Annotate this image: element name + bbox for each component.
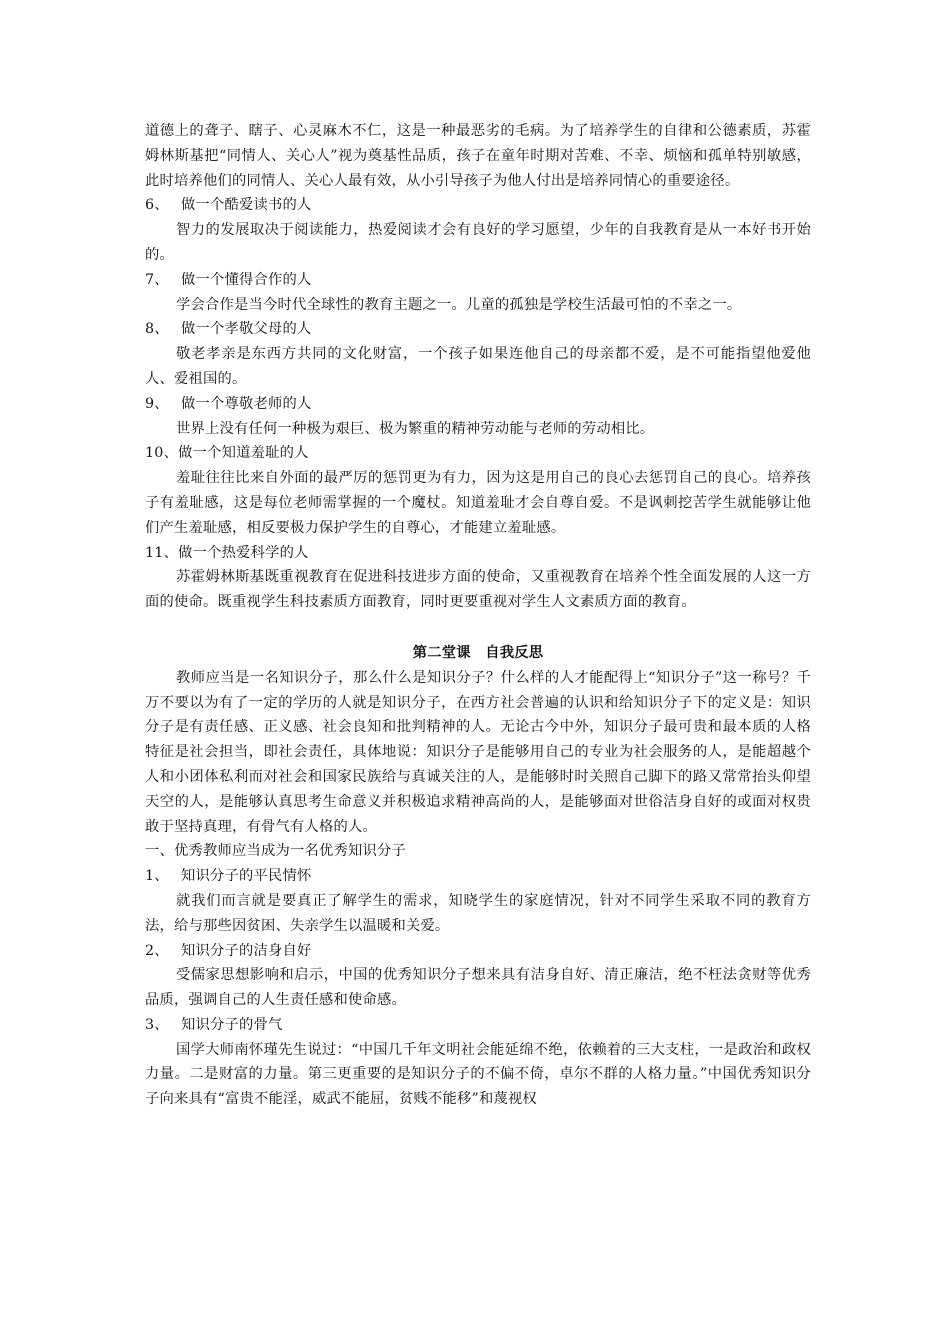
section-item-heading bbox=[145, 864, 811, 889]
document-page bbox=[145, 119, 811, 1112]
lesson-title: 第二堂课 自我反思 bbox=[412, 644, 544, 661]
item-number: 6、 bbox=[145, 197, 169, 214]
item-title: 做一个酷爱读书的人 bbox=[181, 197, 312, 214]
item-heading bbox=[145, 268, 811, 293]
item-heading bbox=[145, 193, 811, 218]
item-number: 9、 bbox=[145, 395, 169, 412]
section-item-2 bbox=[145, 939, 811, 1013]
section-item-1 bbox=[145, 864, 811, 938]
item-10 bbox=[145, 441, 811, 540]
section-item-body: 受儒家思想影响和启示，中国的优秀知识分子想来具有洁身自好、清正廉洁，绝不枉法贪财等优秀品质，强调自己的人生责任感和使命感。 bbox=[145, 967, 811, 1009]
item-body: 苏霍姆林斯基既重视教育在促进科技进步方面的使命，又重视教育在培养个性全面发展的人这一方面的使命。既重视学生科技素质方面教育，同时更要重视对学生人文素质方面的教育。 bbox=[145, 569, 811, 611]
section-item-number: 1、 bbox=[145, 868, 169, 885]
item-body: 敬老孝亲是东西方共同的文化财富，一个孩子如果连他自己的母亲都不爱，是不可能指望他爱他人、爱祖国的。 bbox=[145, 346, 811, 387]
item-8 bbox=[145, 317, 811, 391]
item-number: 11、 bbox=[145, 544, 179, 561]
section-item-heading bbox=[145, 939, 811, 964]
item-title: 做一个懂得合作的人 bbox=[181, 271, 312, 288]
item-title: 做一个热爱科学的人 bbox=[178, 544, 309, 561]
section-heading: 一、优秀教师应当成为一名优秀知识分子 bbox=[145, 843, 406, 860]
section-item-title: 知识分子的骨气 bbox=[181, 1016, 283, 1033]
section-item-title: 知识分子的平民情怀 bbox=[181, 868, 312, 885]
item-title: 做一个尊敬老师的人 bbox=[181, 395, 312, 412]
item-body: 世界上没有任何一种极为艰巨、极为繁重的精神劳动能与老师的劳动相比。 bbox=[176, 420, 655, 437]
item-7 bbox=[145, 268, 811, 318]
lesson-intro-paragraph: 教师应当是一名知识分子，那么什么是知识分子？什么样的人才能配得上“知识分子”这一称号？千万不要以为有了一定的学历的人就是知识分子，在西方社会普遍的认识和给知识分子下的定义是：知识分子是有责任感、正义感、社会良知和批判精神的人。无论古今中外，知识分子最可贵和最本质的人格特征是社会担当，即社会责任，具体地说：知识分子是能够用自己的专业为社会服务的人，是能超越个人和小团体私利而对社会和国家民族给与真诚关注的人，是能够时时关照自己脚下的路又常常抬头仰望天空的人，是能够认真思考生命意义并积极追求精神高尚的人，是能够面对世俗洁身自好的或面对权贵敢于坚持真理，有骨气有人格的人。 bbox=[145, 669, 811, 835]
section-item-title: 知识分子的洁身自好 bbox=[181, 942, 312, 959]
item-body: 羞耻往往比来自外面的最严厉的惩罚更为有力，因为这是用自己的良心去惩罚自己的良心。培养孩子有羞耻感，这是每位老师需掌握的一个魔杖。知道羞耻才会自尊自爱。不是讽刺挖苦学生就能够让他们产生羞耻感，相反要极力保护学生的自尊心，才能建立羞耻感。 bbox=[145, 470, 811, 536]
section-item-body: 就我们而言就是要真正了解学生的需求，知晓学生的家庭情况，针对不同学生采取不同的教育方法，给与那些因贫困、失亲学生以温暖和关爱。 bbox=[145, 892, 811, 934]
section-item-heading bbox=[145, 1013, 811, 1038]
item-11 bbox=[145, 541, 811, 615]
item-title: 做一个知道羞耻的人 bbox=[178, 445, 309, 462]
item-body: 学会合作是当今时代全球性的教育主题之一。儿童的孤独是学校生活最可怕的不幸之一。 bbox=[176, 296, 742, 313]
item-heading bbox=[145, 317, 811, 342]
item-9 bbox=[145, 392, 811, 442]
item-number: 7、 bbox=[145, 271, 169, 288]
item-6 bbox=[145, 193, 811, 267]
item-heading bbox=[145, 392, 811, 417]
item-heading bbox=[145, 541, 811, 566]
item-number: 8、 bbox=[145, 321, 169, 338]
section-item-number: 3、 bbox=[145, 1016, 169, 1033]
opening-paragraph: 道德上的聋子、瞎子、心灵麻木不仁，这是一种最恶劣的毛病。为了培养学生的自律和公德素质，苏霍姆林斯基把“同情人、关心人”视为奠基性品质，孩子在童年时期对苦难、不幸、烦恼和孤单特别敏感，此时培养他们的同情人、关心人最有效，从小引导孩子为他人付出是培养同情心的重要途径。 bbox=[145, 123, 811, 189]
item-number: 10、 bbox=[145, 445, 179, 462]
section-item-3 bbox=[145, 1013, 811, 1112]
item-title: 做一个孝敬父母的人 bbox=[181, 321, 312, 338]
section-item-body: 国学大师南怀瑾先生说过：“中国几千年文明社会能延绵不绝，依赖着的三大支柱，一是政治和政权力量。二是财富的力量。第三更重要的是知识分子的不偏不倚，卓尔不群的人格力量。”中国优秀知识分子向来具有“富贵不能淫，威武不能屈，贫贱不能移”和蔑视权 bbox=[145, 1041, 811, 1108]
item-body: 智力的发展取决于阅读能力，热爱阅读才会有良好的学习愿望，少年的自我教育是从一本好书开始的。 bbox=[145, 222, 811, 263]
section-item-number: 2、 bbox=[145, 942, 169, 959]
item-heading bbox=[145, 441, 811, 466]
